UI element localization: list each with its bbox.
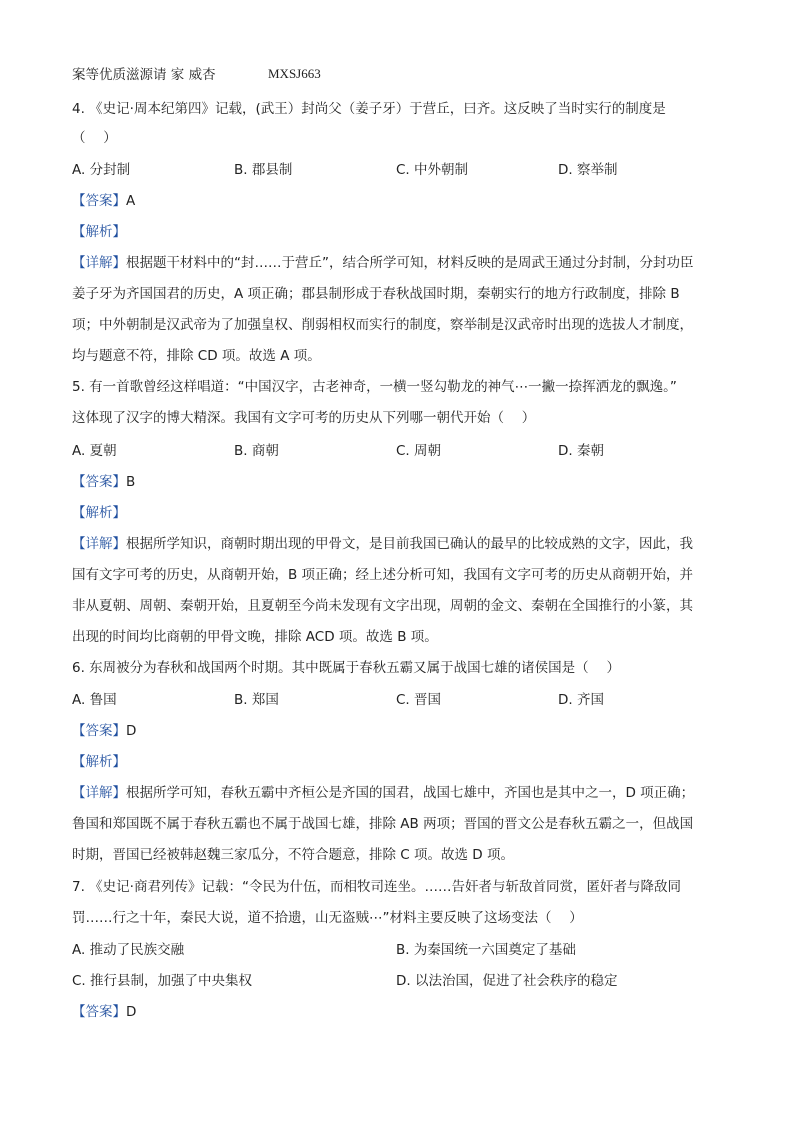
q4-answer-value: A: [126, 193, 136, 209]
q6-stem-line-1: 6. 东周被分为春秋和战国两个时期。其中既属于春秋五霸又属于战国七雄的诸侯国是（ ）: [72, 660, 620, 676]
q6-analysis-label: [72, 752, 724, 772]
detail-label: 【详解】: [72, 785, 126, 801]
q5-detail-line-4: 出现的时间均比商朝的甲骨文晚，排除 ACD 项。故选 B 项。: [72, 629, 438, 645]
q7-option-b: B. 为秦国统一六国奠定了基础: [396, 942, 576, 958]
q5-option-c: C. 周朝: [396, 443, 442, 459]
q5-detail-text-1: 根据所学知识，商朝时期出现的甲骨文，是目前我国已确认的最早的比较成熟的文字，因此，我: [126, 536, 693, 552]
q4-detail-line-3: 项；中外朝制是汉武帝为了加强皇权、削弱相权而实行的制度，察举制是汉武帝时出现的选拔人才制度，: [72, 317, 693, 333]
q7-answer-value: D: [126, 1004, 137, 1020]
q4-stem-line-2: （ ）: [72, 130, 117, 146]
answer-label: 【答案】: [72, 474, 126, 490]
q4-option-d: D. 察举制: [558, 162, 618, 178]
answer-label: 【答案】: [72, 1004, 126, 1020]
q6-detail-text-1: 根据所学可知，春秋五霸中齐桓公是齐国的国君，战国七雄中，齐国也是其中之一，D 项正确；: [126, 785, 695, 801]
q4-detail-text-1: 根据题干材料中的“封……于营丘”，结合所学可知，材料反映的是周武王通过分封制，分封功臣: [126, 255, 694, 271]
answer-label: 【答案】: [72, 723, 126, 739]
q5-analysis-label: [72, 503, 724, 523]
q4-detail-line-1: [72, 253, 724, 273]
header-watermark: 案等优质滋源请 家 威杏: [72, 67, 216, 83]
header-code: MXSJ663: [268, 66, 321, 81]
q6-option-c: C. 晋国: [396, 692, 442, 708]
q6-answer-value: D: [126, 723, 137, 739]
q5-detail-line-2: 国有文字可考的历史，从商朝开始，B 项正确；经上述分析可知，我国有文字可考的历史从商朝开始，并: [72, 567, 694, 583]
q4-stem-line-1: 4. 《史记·周本纪第四》记载，(武王）封尚父（姜子牙）于营丘，曰齐。这反映了当时实行的制度是: [72, 101, 666, 117]
q7-stem-line-1: 7. 《史记·商君列传》记载：“令民为什伍，而相牧司连坐。……告奸者与斩敌首同赏，匿奸者与降敌同: [72, 879, 681, 895]
q5-stem-line-1: 5. 有一首歌曾经这样唱道：“中国汉字，古老神奇，一横一竖勾勒龙的神气⋯一撇一捺挥洒龙的飘逸。”: [72, 379, 677, 395]
q4-option-b: B. 郡县制: [234, 162, 293, 178]
analysis-label: 【解析】: [72, 505, 126, 521]
q5-option-d: D. 秦朝: [558, 443, 604, 459]
q4-option-c: C. 中外朝制: [396, 162, 469, 178]
q6-detail-line-1: [72, 783, 724, 803]
q6-answer: [72, 721, 724, 741]
detail-label: 【详解】: [72, 536, 126, 552]
q6-option-d: D. 齐国: [558, 692, 604, 708]
q6-option-a: A. 鲁国: [72, 692, 117, 708]
q6-option-b: B. 郑国: [234, 692, 279, 708]
q4-detail-line-4: 均与题意不符，排除 CD 项。故选 A 项。: [72, 348, 321, 364]
q5-stem-line-2: 这体现了汉字的博大精深。我国有文字可考的历史从下列哪一朝代开始（ ）: [72, 410, 536, 426]
q7-stem-line-2: 罚……行之十年，秦民大说，道不拾遗，山无盗贼⋯”材料主要反映了这场变法（ ）: [72, 910, 583, 926]
q7-option-d: D. 以法治国，促进了社会秩序的稳定: [396, 973, 618, 989]
q5-detail-line-3: 非从夏朝、周朝、秦朝开始，且夏朝至今尚未发现有文字出现，周朝的金文、秦朝在全国推行的小篆，其: [72, 598, 693, 614]
q5-answer-value: B: [126, 474, 136, 490]
q4-answer: [72, 191, 724, 211]
q7-option-c: C. 推行县制，加强了中央集权: [72, 973, 253, 989]
analysis-label: 【解析】: [72, 754, 126, 770]
q6-detail-line-2: 鲁国和郑国既不属于春秋五霸也不属于战国七雄，排除 AB 两项；晋国的晋文公是春秋五霸之一，但战国: [72, 816, 694, 832]
detail-label: 【详解】: [72, 255, 126, 271]
q5-option-b: B. 商朝: [234, 443, 279, 459]
q4-detail-line-2: 姜子牙为齐国国君的历史，A 项正确；郡县制形成于春秋战国时期，秦朝实行的地方行政制度，排除 B: [72, 286, 680, 302]
q7-answer: [72, 1002, 724, 1022]
q5-answer: [72, 472, 724, 492]
q4-option-a: A. 分封制: [72, 162, 131, 178]
analysis-label: 【解析】: [72, 224, 126, 240]
answer-label: 【答案】: [72, 193, 126, 209]
q5-detail-line-1: [72, 534, 724, 554]
q7-option-a: A. 推动了民族交融: [72, 942, 185, 958]
q4-analysis-label: [72, 222, 724, 242]
q6-detail-line-3: 时期，晋国已经被韩赵魏三家瓜分，不符合题意，排除 C 项。故选 D 项。: [72, 847, 514, 863]
q5-option-a: A. 夏朝: [72, 443, 117, 459]
